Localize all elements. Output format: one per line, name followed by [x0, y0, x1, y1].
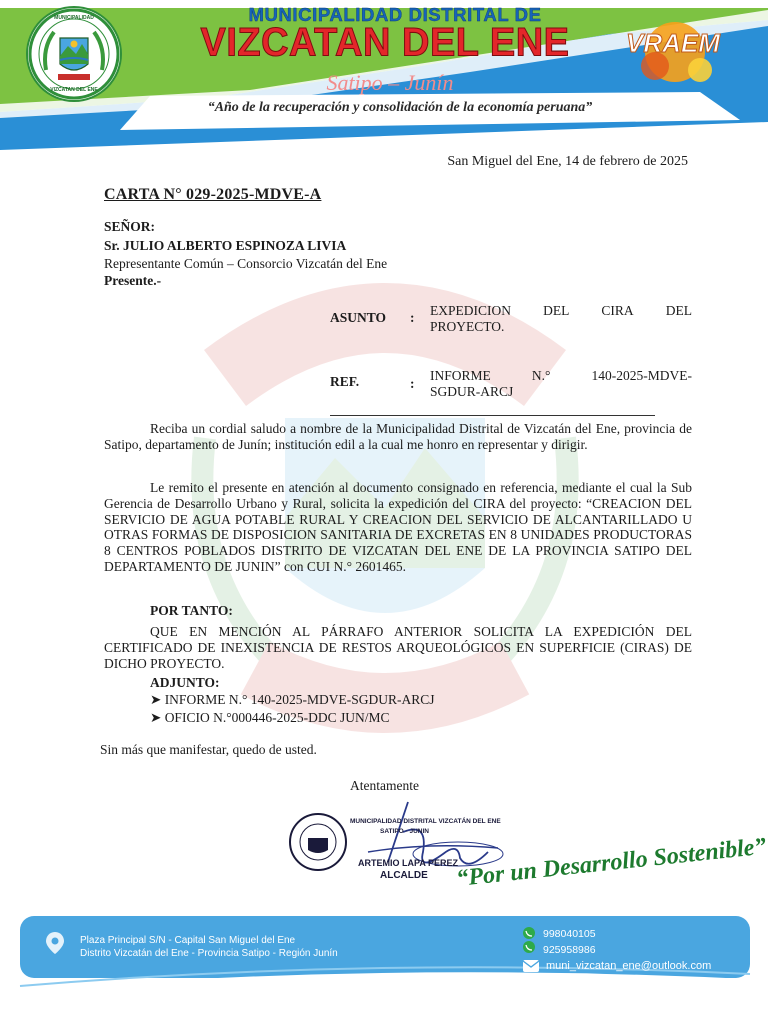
ref-line-1 — [430, 368, 692, 384]
footer-phone-1: 998040105 — [543, 928, 596, 940]
ref-label: REF. — [330, 374, 360, 389]
asunto-line-1 — [430, 303, 692, 319]
ref-line-2: SGDUR-ARCJ — [430, 384, 514, 399]
asunto-word: DEL — [665, 303, 692, 318]
regards-line: Atentamente — [350, 778, 419, 793]
signer-name: ARTEMIO LAPA PEREZ — [358, 858, 459, 868]
asunto-word: EXPEDICION — [430, 303, 511, 318]
footer-phone-2: 925958986 — [543, 944, 596, 956]
asunto-word: CIRA — [601, 303, 634, 318]
seal-bottom-text: VIZCATAN DEL ENE — [50, 87, 98, 93]
closing-line: Sin más que manifestar, quedo de usted. — [100, 742, 317, 757]
arrow-bullet-icon: ➤ — [150, 710, 165, 725]
year-motto: “Año de la recuperación y consolidación de la economía peruana” — [207, 100, 593, 115]
por-tanto-heading: POR TANTO: — [150, 603, 233, 618]
footer-slogan: “Por un Desarrollo Sostenible” — [455, 833, 768, 893]
ref-word: N.° — [531, 368, 551, 383]
footer-address-1: Plaza Principal S/N - Capital San Miguel del Ene — [80, 935, 296, 946]
stamp-institution: MUNICIPALIDAD DISTRITAL VIZCATÁN DEL ENE — [350, 818, 501, 825]
asunto-line-2: PROYECTO. — [430, 319, 505, 334]
salutation: SEÑOR: — [104, 219, 156, 234]
ref-word: 140-2025-MDVE- — [591, 368, 692, 383]
presente-text: Presente.- — [104, 273, 162, 288]
email-icon — [522, 959, 540, 973]
recipient-name: Sr. JULIO ALBERTO ESPINOZA LIVIA — [104, 238, 347, 253]
recipient-role: Representante Común – Consorcio Vizcatán del Ene — [104, 256, 388, 271]
attachment-item — [150, 692, 434, 708]
ref-word: INFORME — [430, 368, 491, 383]
arrow-bullet-icon: ➤ — [150, 692, 165, 707]
seal-top-text: MUNICIPALIDAD — [54, 15, 94, 21]
municipality-name: VIZCATAN DEL ENE — [200, 20, 570, 66]
asunto-word: DEL — [543, 303, 570, 318]
paragraph-conclusion: QUE EN MENCIÓN AL PÁRRAFO ANTERIOR SOLICITA LA EXPEDICIÓN DEL CERTIFICADO DE INEXISTENCIA DE RESTOS ARQUEOLÓGICOS EN SUPERFICIE (CIRAS) DE DICHO PROYECTO. — [104, 624, 692, 671]
signer-title: ALCALDE — [380, 870, 428, 881]
attachment-item — [150, 710, 389, 726]
footer-email: muni_vizcatan_ene@outlook.com — [546, 960, 712, 972]
vraem-badge: VRAEM — [626, 28, 720, 58]
adjunto-heading: ADJUNTO: — [150, 675, 220, 690]
attachment-text: INFORME N.° 140-2025-MDVE-SGDUR-ARCJ — [164, 692, 435, 707]
phone-icon — [520, 926, 538, 954]
municipal-seal — [28, 8, 120, 100]
round-stamp — [288, 812, 348, 872]
header-divider — [330, 415, 655, 416]
asunto-label: ASUNTO — [330, 310, 387, 325]
paragraph-request: Le remito el presente en atención al documento consignado en referencia, mediante el cual la Sub Gerencia de Desarrollo Urbano y Rural, solicita la expedición del CIRA del proyecto: “CREACION DEL SERVICIO DE AGUA POTABLE RURAL Y CREACION DEL SERVICIO DE ALCANTARILLADO U OTRAS FORMAS DE DISPOSICION SANITARIA DE EXCRETAS EN 8 UNIDADES PRODUCTORAS 8 CENTROS POBLADOS DISTRITO DE VIZCATAN DEL ENE DE LA PROVINCIA SATIPO DEL DEPARTAMENTO DE JUNIN” con CUI N.° 2601465. — [104, 480, 692, 574]
paragraph-greeting: Reciba un cordial saludo a nombre de la Municipalidad Distrital de Vizcatán del Ene, provincia de Satipo, departamento de Junín; institución edil a la cual me honro en representar y dirigir. — [104, 421, 692, 452]
footer-address-2: Distrito Vizcatán del Ene - Provincia Satipo - Región Junín — [80, 948, 338, 959]
map-pin-icon — [42, 930, 68, 956]
letter-date: San Miguel del Ene, 14 de febrero de 2025 — [447, 154, 688, 169]
attachment-text: OFICIO N.°000446-2025-DDC JUN/MC — [164, 710, 390, 725]
ref-colon: : — [410, 376, 415, 391]
municipality-line: MUNICIPALIDAD DISTRITAL DE — [248, 4, 542, 25]
letter-number: CARTA N° 029-2025-MDVE-A — [104, 186, 322, 203]
asunto-colon: : — [410, 310, 415, 325]
location-label: Satipo – Junín — [326, 70, 454, 95]
stamp-location: SATIPO - JUNIN — [380, 828, 429, 835]
